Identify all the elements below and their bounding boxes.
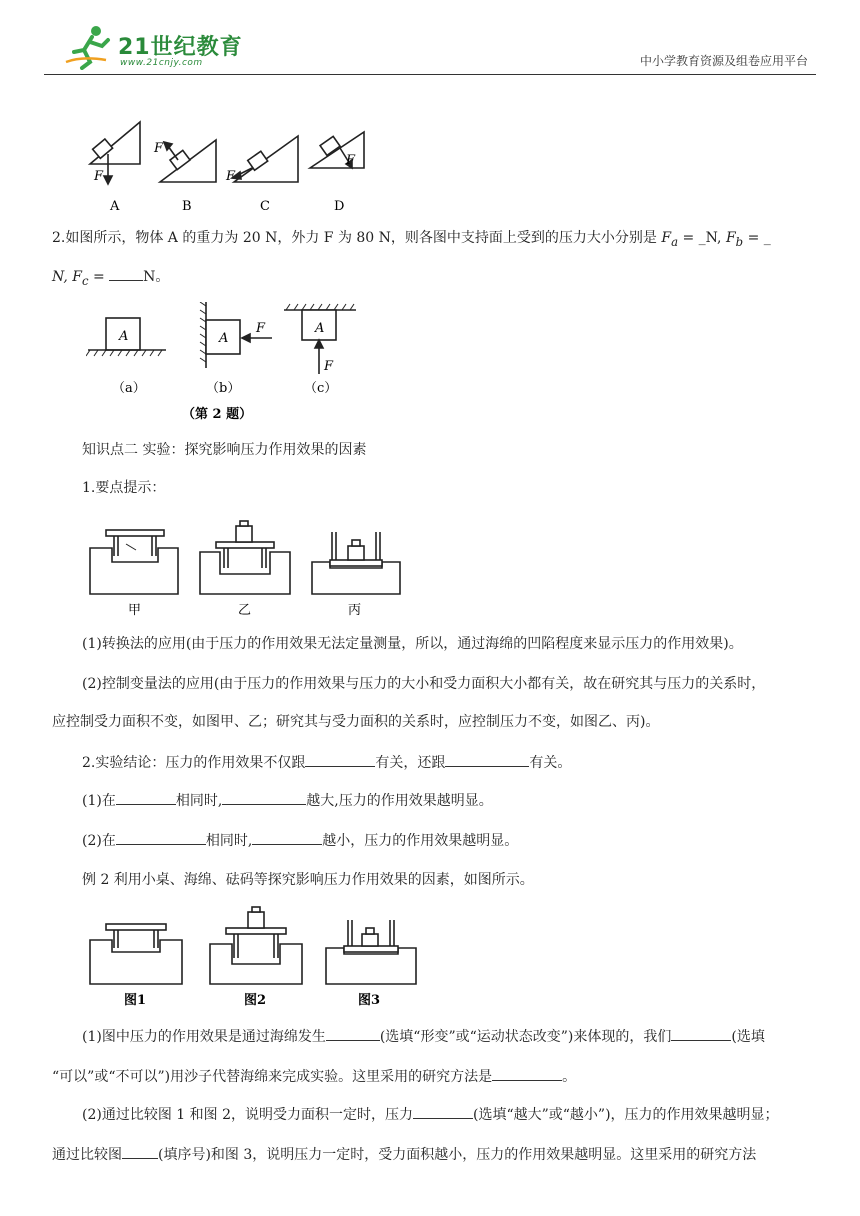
example-q1-line2: “可以”或“不可以”)用沙子代替海绵来完成实验。这里采用的研究方法是 。 — [52, 1066, 816, 1087]
caption-b: （b） — [206, 381, 241, 396]
platform-name: 中小学教育资源及组卷应用平台 — [639, 54, 808, 68]
answer-blank-c4 — [222, 790, 306, 805]
example-q2-line2: 通过比较图 (填序号)和图 3，说明压力一定时，受力面积越小，压力的作用效果越明显。这里采用的研究方法 — [52, 1144, 816, 1165]
force-label-d: F — [346, 153, 356, 168]
answer-blank-e3 — [492, 1066, 562, 1081]
logo-url: www.21cnjy.com — [120, 58, 203, 68]
conclusion-2: (2)在 相同时, 越小，压力的作用效果越明显。 — [82, 830, 846, 851]
answer-blank-c5 — [116, 830, 206, 845]
caption-fig3: 图3 — [358, 993, 381, 1008]
force-b-label: F — [256, 321, 266, 336]
answer-blank-c6 — [252, 830, 322, 845]
conclusion-line: 2.实验结论：压力的作用效果不仅跟 有关，还跟 有关。 — [82, 752, 846, 773]
force-c-label: F — [324, 359, 334, 374]
label-c: C — [260, 199, 270, 214]
point-1-1: (1)转换法的应用(由于压力的作用效果无法定量测量，所以，通过海绵的凹陷程度来显示压力的作用效果)。 — [82, 636, 743, 652]
answer-blank-c3 — [116, 790, 176, 805]
point-1-2-line2: 应控制受力面积不变，如图甲、乙；研究其与受力面积的关系时，应控制压力不变，如图乙、丙)。 — [52, 714, 660, 730]
label-a: A — [110, 199, 120, 214]
sponge-figure-1 — [86, 518, 406, 618]
caption-fig2: 图2 — [244, 993, 267, 1008]
force-label-b: F — [154, 141, 164, 156]
answer-blank-e1 — [326, 1026, 380, 1041]
section-2-title: 知识点二 实验：探究影响压力作用效果的因素 — [82, 442, 367, 458]
question-2-line1: 2.如图所示，物体 A 的重力为 20 N，外力 F 为 80 N，则各图中支持面上受到的压力大小分别是 $F_a$ = _N, $F_b$ = _ — [52, 230, 771, 249]
point-1-heading: 1.要点提示： — [82, 480, 166, 496]
logo-text: 21世纪教育 — [118, 35, 243, 60]
label-d: D — [334, 199, 345, 214]
block-c-label: A — [315, 321, 325, 336]
caption-jia: 甲 — [128, 603, 142, 618]
block-a-label: A — [119, 329, 129, 344]
answer-blank-c2 — [445, 752, 529, 767]
example-2-title: 例 2 利用小桌、海绵、砝码等探究影响压力作用效果的因素，如图所示。 — [82, 872, 534, 888]
answer-blank-e2 — [671, 1026, 731, 1041]
example-q1-line1: (1)图中压力的作用效果是通过海绵发生 (选填“形变”或“运动状态改变”)来体现的，我们 (选填 — [82, 1026, 846, 1047]
answer-blank-fc — [109, 266, 143, 281]
caption-bing: 丙 — [348, 603, 362, 618]
question-2-line2: N, $F_c = N$。 — [52, 266, 816, 291]
caption-fig1: 图1 — [124, 993, 147, 1008]
sponge-figure-2 — [86, 904, 426, 1012]
force-label-a: F — [94, 169, 104, 184]
caption-c: （c） — [304, 381, 338, 396]
logo — [62, 22, 262, 72]
answer-blank-c1 — [305, 752, 375, 767]
conclusion-1: (1)在 相同时, 越大,压力的作用效果越明显。 — [82, 790, 846, 811]
answer-blank-e5 — [122, 1144, 158, 1159]
caption-a: （a） — [112, 381, 146, 396]
page-header — [44, 22, 816, 75]
caption-yi: 乙 — [238, 603, 252, 618]
example-q2-line1: (2)通过比较图 1 和图 2，说明受力面积一定时，压力 (选填“越大”或“越小”)，压力的作用效果越明显； — [82, 1104, 846, 1125]
pressure-figure — [86, 302, 376, 424]
label-b: B — [182, 199, 192, 214]
answer-blank-e4 — [413, 1104, 473, 1119]
force-label-c: F — [226, 169, 236, 184]
figure-2-title: （第 2 题） — [182, 407, 253, 422]
point-1-2-line1: (2)控制变量法的应用(由于压力的作用效果与压力的大小和受力面积大小都有关，故在研究其与压力的关系时， — [82, 676, 766, 692]
block-b-label: A — [219, 331, 229, 346]
incline-figure — [84, 118, 374, 218]
runner-logo-icon — [62, 22, 118, 70]
